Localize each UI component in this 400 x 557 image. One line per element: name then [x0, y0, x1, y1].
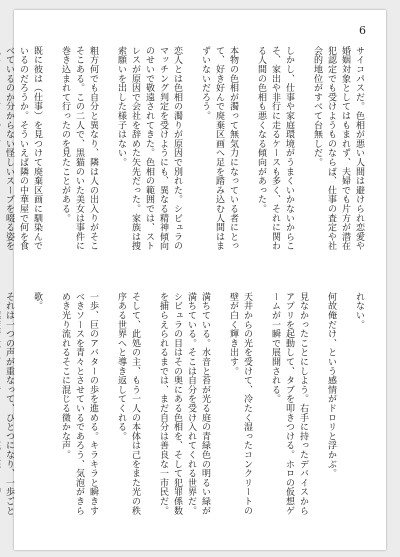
top-paragraph: 恋人とは色相の濁りが原因で別れた。シビュラのマッチング判定を受けようにも、異なる精神傾向のせいで敬遠されてきた。色相の範囲では、ストレスが原因で会社を辞めた矢先だった。家族は捜索願いを出した様子はない。 [116, 46, 182, 251]
bottom-paragraph: 何故俺だけ、という感情がドロリと浮かぶ。 [326, 292, 336, 478]
document-page [4, 10, 386, 550]
bottom-paragraph [254, 292, 268, 520]
top-paragraph: 本物の色相が濁って無気力になっている者にとって、好き好んで廃棄区画へ足を踏み込む人間はまずいないだろう。 [200, 46, 238, 251]
bottom-paragraph: 見なかったことにしよう。右手に持ったデバイスからアプリを起動して、タブを叩きつける。ホロの仮想ゲームが一瞬で展開される。 [270, 292, 308, 516]
top-paragraph [100, 46, 114, 258]
text-block-bottom [4, 292, 366, 520]
text-block-top [4, 46, 366, 258]
top-paragraph [44, 46, 58, 258]
top-paragraph [296, 46, 310, 258]
bottom-paragraph [310, 292, 324, 520]
bottom-paragraph: 天井からの光を受けて、冷たく湿ったコンクリートの壁が白く輝き出す。 [228, 292, 252, 516]
bottom-paragraph [44, 292, 58, 520]
bottom-paragraph: 一歩、巨のアバターの歩を進める。キラキラと瞬きすべきソースを青々とさせているであろう、気泡がきらめき光り流れるそこに混じる微かな声。 [60, 292, 98, 516]
page-number: 6 [359, 24, 366, 37]
bottom-paragraph [142, 292, 156, 520]
bottom-paragraph: それは一つの声が重なって、ひとつになり、一歩ごと [4, 292, 14, 516]
bottom-paragraph: れない。 [354, 292, 364, 330]
top-paragraph: 既に彼は（仕事）を見つけて廃棄区画に馴染んでいるのだろうか。そういえば隣の中華屋で何を食べているのか分からない怪しいスープを啜る姿を [4, 46, 42, 251]
bottom-paragraph [212, 292, 226, 520]
bottom-paragraph: そして、此処の主、もう一人の本体は己をまた光の秩序ある世界へと導き返してくれる。 [116, 292, 140, 516]
bottom-paragraph [100, 292, 114, 520]
bottom-paragraph: 満ちている。水音と苔が光る庭の青緑色の明るい緑が満ちている。そこは自分を受け入れてくれる世界だ。シビュラの目はその奥にある色相を、そして犯罪係数を捕らえられるまでは、まだ自分は善良な一市民だ。 [158, 292, 210, 516]
bottom-paragraph [16, 292, 30, 520]
top-paragraph: サイコパスだ。色相が悪い人間は避けられ恋愛や婚姻対象としてはもまれず、夫婦でも片方が潜在犯認定でも受けようものならば、仕事の査定や社会的地位がすべて台無しだ。 [312, 46, 364, 251]
bottom-paragraph [338, 292, 352, 520]
top-paragraph [184, 46, 198, 258]
top-paragraph [240, 46, 254, 258]
bottom-paragraph: 歌。 [32, 292, 42, 311]
top-paragraph: 粗方何でも自分と異なり、隣は人の出入りがそこそこある。この二人で、黒猫のいた美女は事件に巻き込まれて行ったのを見たことがある。 [60, 46, 98, 251]
top-paragraph: しかし、仕事や家庭環境がうまくいかないからこそ、家出や非行に走るケースも多く、それに関わる人間の色相も悪くなる傾向があった。 [256, 46, 294, 251]
